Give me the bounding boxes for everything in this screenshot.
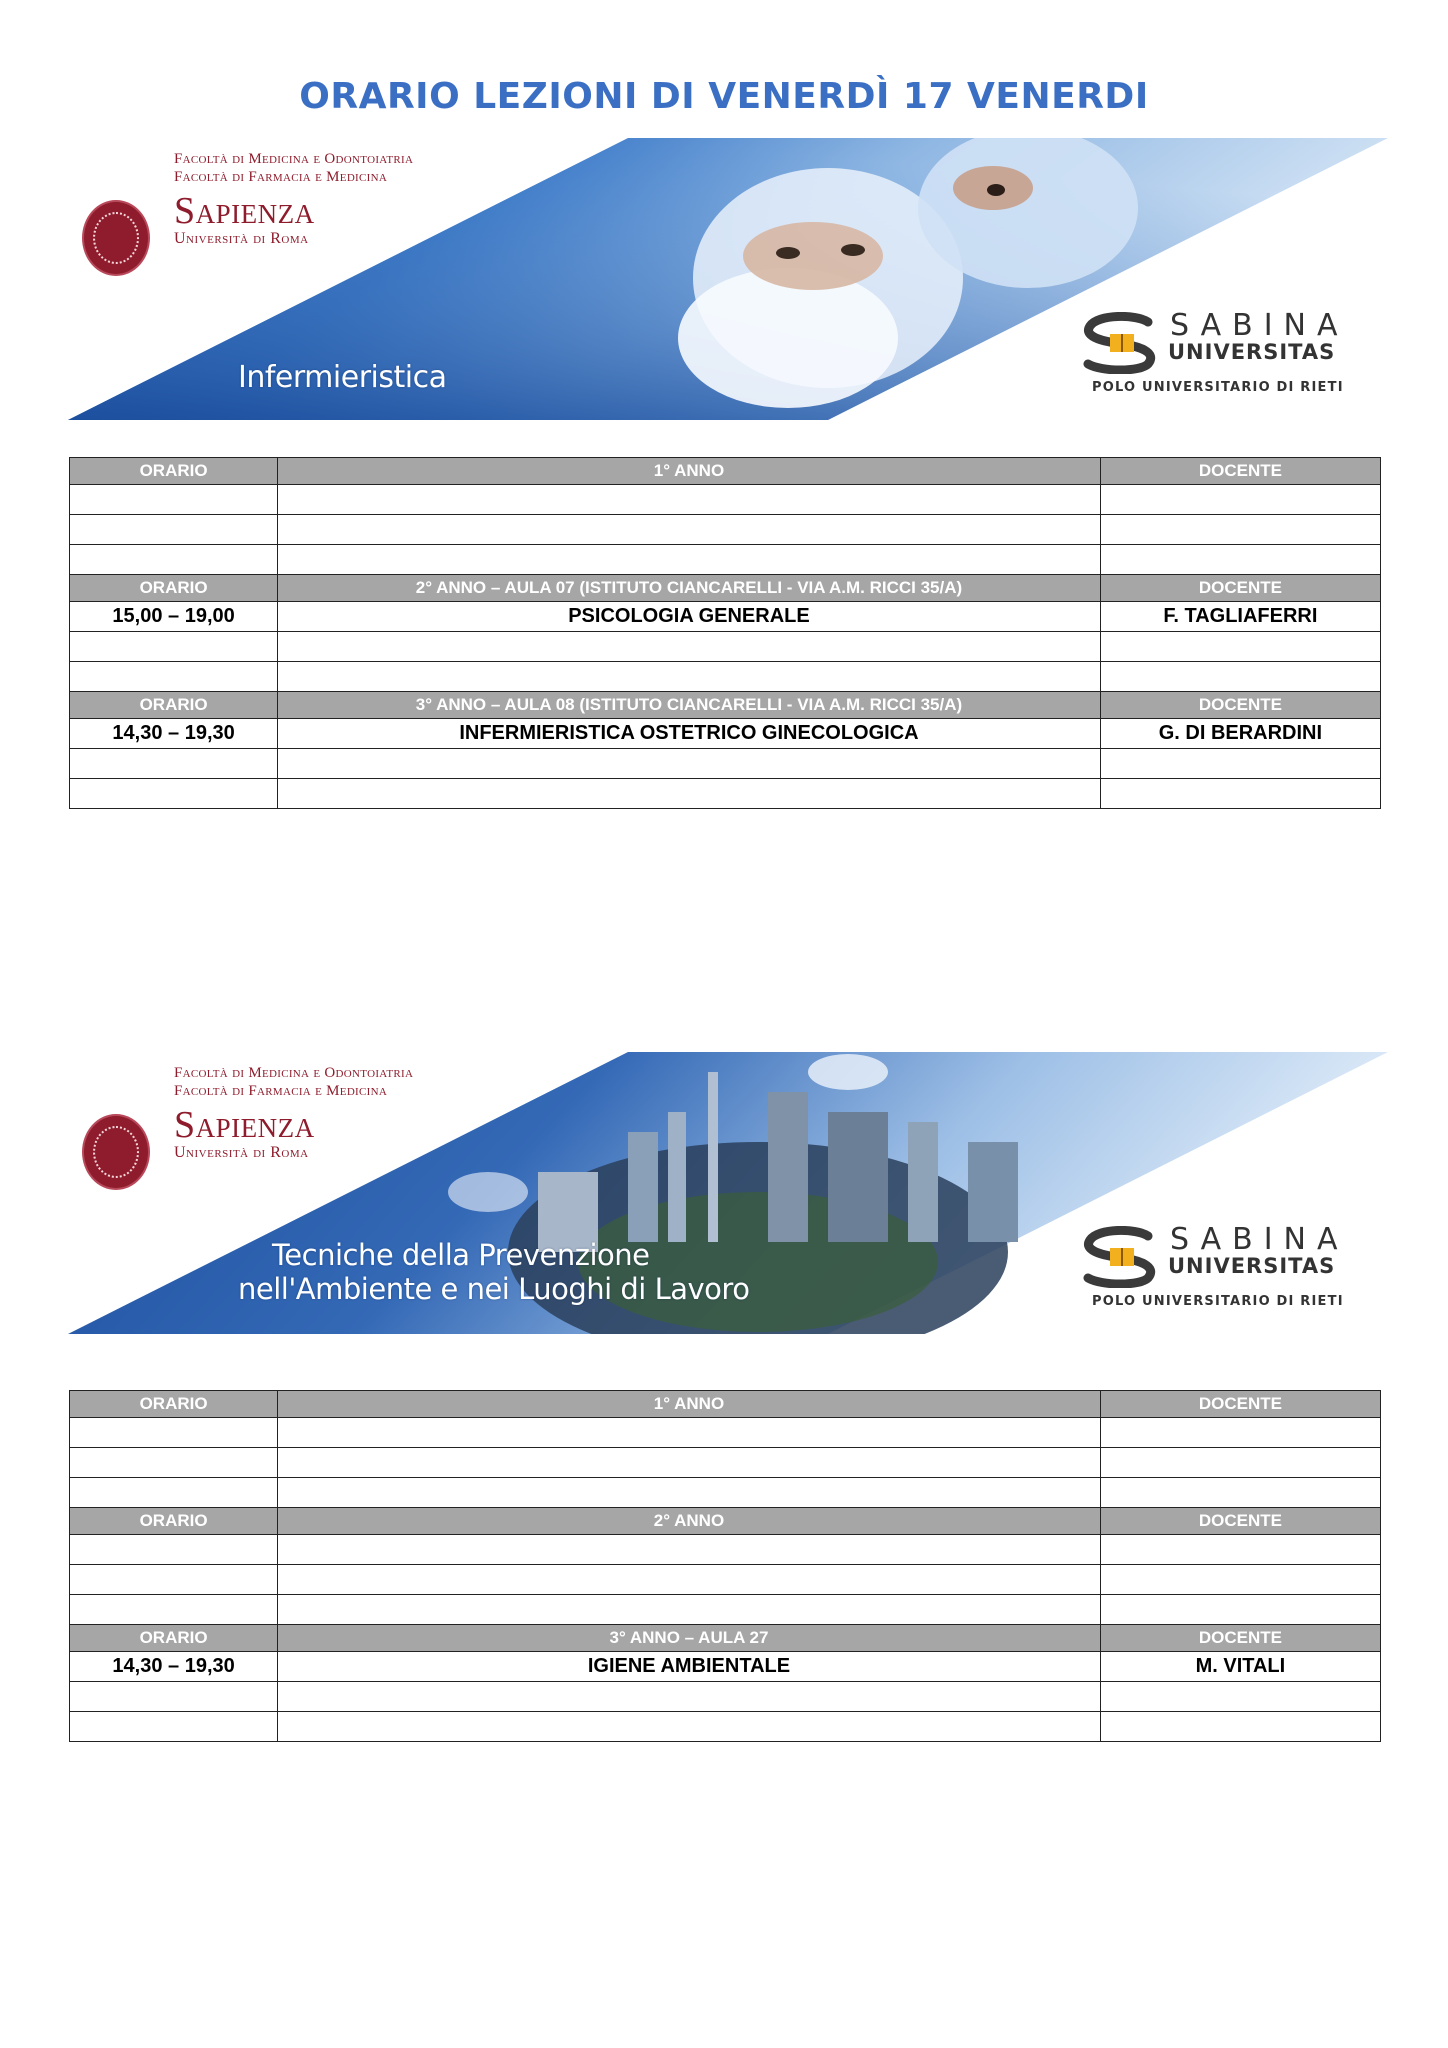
teacher-column-header: DOCENTE bbox=[1100, 1508, 1380, 1535]
course-cell bbox=[278, 1418, 1101, 1448]
teacher-cell bbox=[1100, 485, 1380, 515]
course-cell: IGIENE AMBIENTALE bbox=[278, 1652, 1101, 1682]
section-header-row bbox=[70, 1391, 1381, 1418]
faculty-line-1: Facoltà di Medicina e Odontoiatria bbox=[174, 1065, 414, 1081]
table-row bbox=[70, 719, 1381, 749]
time-cell bbox=[70, 662, 278, 692]
partner-tagline: POLO UNIVERSITARIO DI RIETI bbox=[1092, 1294, 1344, 1309]
course-cell bbox=[278, 1682, 1101, 1712]
table-row bbox=[70, 1448, 1381, 1478]
teacher-cell bbox=[1100, 1478, 1380, 1508]
course-cell bbox=[278, 515, 1101, 545]
table-row bbox=[70, 602, 1381, 632]
course-column-header: 2° ANNO bbox=[278, 1508, 1101, 1535]
sabina-universitas-logo bbox=[1078, 1222, 1368, 1312]
section-header-row bbox=[70, 1508, 1381, 1535]
time-cell: 14,30 – 19,30 bbox=[70, 1652, 278, 1682]
time-cell bbox=[70, 1682, 278, 1712]
time-cell bbox=[70, 1448, 278, 1478]
university-city: Università di Roma bbox=[174, 230, 309, 247]
teacher-cell: F. TAGLIAFERRI bbox=[1100, 602, 1380, 632]
table-row bbox=[70, 662, 1381, 692]
course-column-header: 1° ANNO bbox=[278, 458, 1101, 485]
time-cell bbox=[70, 1535, 278, 1565]
table-row bbox=[70, 632, 1381, 662]
course-cell bbox=[278, 1565, 1101, 1595]
course-cell bbox=[278, 545, 1101, 575]
course-banner-nursing bbox=[68, 138, 1388, 420]
teacher-cell bbox=[1100, 1448, 1380, 1478]
section-header-row bbox=[70, 575, 1381, 602]
section-header-row bbox=[70, 1625, 1381, 1652]
schedule-table-prevention bbox=[69, 1390, 1381, 1742]
sapienza-seal-icon bbox=[82, 200, 150, 276]
course-cell bbox=[278, 749, 1101, 779]
course-name: Infermieristica bbox=[238, 360, 447, 395]
teacher-cell bbox=[1100, 545, 1380, 575]
time-column-header: ORARIO bbox=[70, 1508, 278, 1535]
teacher-cell: G. DI BERARDINI bbox=[1100, 719, 1380, 749]
partner-subname: UNIVERSITAS bbox=[1168, 1254, 1336, 1278]
partner-subname: UNIVERSITAS bbox=[1168, 340, 1336, 364]
section-header-row bbox=[70, 692, 1381, 719]
section-header-row bbox=[70, 458, 1381, 485]
course-name-line-2: nell'Ambiente e nei Luoghi di Lavoro bbox=[238, 1272, 750, 1306]
course-banner-prevention bbox=[68, 1052, 1388, 1334]
page-title: ORARIO LEZIONI DI VENERDÌ 17 VENERDI bbox=[299, 76, 1149, 117]
table-row bbox=[70, 749, 1381, 779]
time-cell bbox=[70, 749, 278, 779]
teacher-cell bbox=[1100, 779, 1380, 809]
teacher-cell bbox=[1100, 1565, 1380, 1595]
teacher-cell: M. VITALI bbox=[1100, 1652, 1380, 1682]
time-column-header: ORARIO bbox=[70, 692, 278, 719]
table-row bbox=[70, 1535, 1381, 1565]
time-cell: 15,00 – 19,00 bbox=[70, 602, 278, 632]
teacher-column-header: DOCENTE bbox=[1100, 458, 1380, 485]
table-row bbox=[70, 1682, 1381, 1712]
table-row bbox=[70, 485, 1381, 515]
teacher-cell bbox=[1100, 1595, 1380, 1625]
time-cell: 14,30 – 19,30 bbox=[70, 719, 278, 749]
sapienza-seal-icon bbox=[82, 1114, 150, 1190]
course-cell bbox=[278, 779, 1101, 809]
course-cell bbox=[278, 485, 1101, 515]
course-cell bbox=[278, 1535, 1101, 1565]
time-cell bbox=[70, 1712, 278, 1742]
time-cell bbox=[70, 545, 278, 575]
table-row bbox=[70, 1418, 1381, 1448]
course-cell bbox=[278, 1595, 1101, 1625]
partner-tagline: POLO UNIVERSITARIO DI RIETI bbox=[1092, 380, 1344, 395]
table-row bbox=[70, 1565, 1381, 1595]
teacher-cell bbox=[1100, 662, 1380, 692]
course-cell bbox=[278, 662, 1101, 692]
time-cell bbox=[70, 515, 278, 545]
university-name: Sapienza bbox=[174, 1104, 315, 1146]
university-brand bbox=[174, 150, 413, 248]
teacher-column-header: DOCENTE bbox=[1100, 575, 1380, 602]
faculty-line-1: Facoltà di Medicina e Odontoiatria bbox=[174, 151, 414, 167]
course-column-header: 3° ANNO – AULA 27 bbox=[278, 1625, 1101, 1652]
table-row bbox=[70, 1652, 1381, 1682]
table-row bbox=[70, 515, 1381, 545]
table-row bbox=[70, 1478, 1381, 1508]
teacher-cell bbox=[1100, 1418, 1380, 1448]
time-cell bbox=[70, 779, 278, 809]
course-column-header: 3° ANNO – AULA 08 (ISTITUTO CIANCARELLI - VIA A.M. RICCI 35/A) bbox=[278, 692, 1101, 719]
course-cell: PSICOLOGIA GENERALE bbox=[278, 602, 1101, 632]
course-cell: INFERMIERISTICA OSTETRICO GINECOLOGICA bbox=[278, 719, 1101, 749]
teacher-cell bbox=[1100, 1682, 1380, 1712]
time-cell bbox=[70, 1595, 278, 1625]
schedule-table-nursing bbox=[69, 457, 1381, 809]
course-column-header: 2° ANNO – AULA 07 (ISTITUTO CIANCARELLI - VIA A.M. RICCI 35/A) bbox=[278, 575, 1101, 602]
teacher-column-header: DOCENTE bbox=[1100, 692, 1380, 719]
time-column-header: ORARIO bbox=[70, 1625, 278, 1652]
sabina-universitas-logo bbox=[1078, 308, 1368, 398]
table-row bbox=[70, 779, 1381, 809]
table-row bbox=[70, 1712, 1381, 1742]
teacher-cell bbox=[1100, 515, 1380, 545]
sabina-s-icon bbox=[1078, 312, 1160, 374]
time-cell bbox=[70, 632, 278, 662]
time-cell bbox=[70, 1478, 278, 1508]
faculty-line-2: Facoltà di Farmacia e Medicina bbox=[174, 1083, 388, 1099]
teacher-cell bbox=[1100, 749, 1380, 779]
university-brand bbox=[174, 1064, 413, 1162]
course-cell bbox=[278, 1448, 1101, 1478]
teacher-cell bbox=[1100, 1712, 1380, 1742]
time-column-header: ORARIO bbox=[70, 458, 278, 485]
time-cell bbox=[70, 485, 278, 515]
course-cell bbox=[278, 632, 1101, 662]
faculty-line-2: Facoltà di Farmacia e Medicina bbox=[174, 169, 388, 185]
teacher-cell bbox=[1100, 632, 1380, 662]
time-cell bbox=[70, 1565, 278, 1595]
teacher-cell bbox=[1100, 1535, 1380, 1565]
course-cell bbox=[278, 1478, 1101, 1508]
teacher-column-header: DOCENTE bbox=[1100, 1391, 1380, 1418]
table-row bbox=[70, 545, 1381, 575]
time-column-header: ORARIO bbox=[70, 1391, 278, 1418]
partner-name: SABINA bbox=[1170, 1222, 1349, 1257]
course-cell bbox=[278, 1712, 1101, 1742]
table-row bbox=[70, 1595, 1381, 1625]
partner-name: SABINA bbox=[1170, 308, 1349, 343]
teacher-column-header: DOCENTE bbox=[1100, 1625, 1380, 1652]
course-name: Tecniche della Prevenzione bbox=[272, 1238, 650, 1272]
time-column-header: ORARIO bbox=[70, 575, 278, 602]
sabina-s-icon bbox=[1078, 1226, 1160, 1288]
university-city: Università di Roma bbox=[174, 1144, 309, 1161]
course-column-header: 1° ANNO bbox=[278, 1391, 1101, 1418]
time-cell bbox=[70, 1418, 278, 1448]
university-name: Sapienza bbox=[174, 190, 315, 232]
